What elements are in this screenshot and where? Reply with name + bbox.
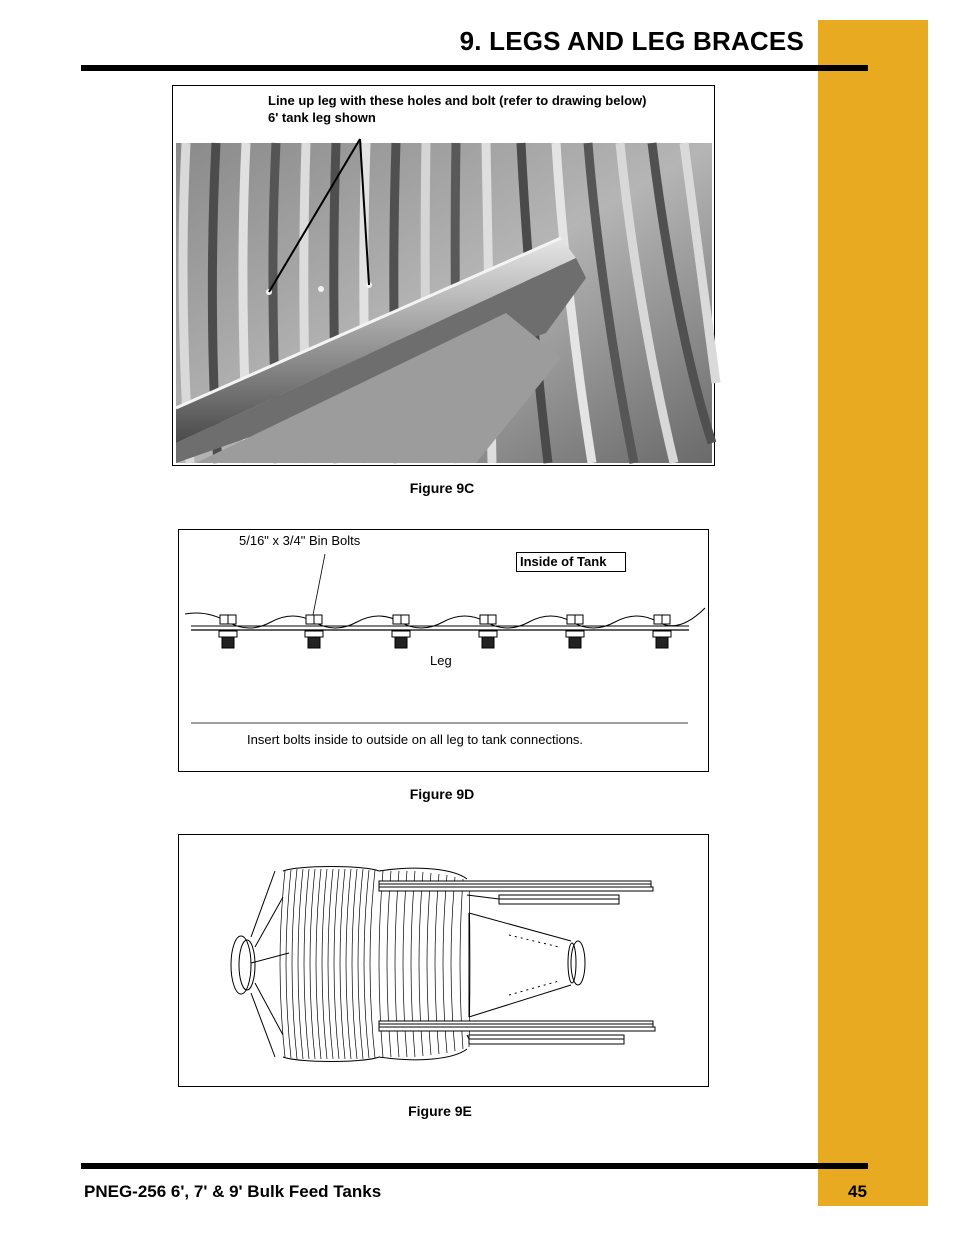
figure-9c-callout [268,92,646,126]
bolt-2 [305,615,323,648]
figure-9d-caption: Figure 9D [409,786,475,802]
bolt-5 [566,615,584,648]
bulk-tank-drawing [179,835,710,1088]
footer-rule [81,1163,868,1169]
footer-document-title: PNEG-256 6', 7' & 9' Bulk Feed Tanks [84,1182,382,1201]
insert-bolts-note: Insert bolts inside to outside on all leg to tank connections. [247,732,584,747]
header-rule [81,65,868,71]
figure-9d-frame [178,529,709,772]
leg-label: Leg [430,653,452,668]
bin-bolts-label: 5/16" x 3/4" Bin Bolts [239,533,361,548]
figure-9c-frame [172,85,715,466]
bolt-3 [392,615,410,648]
page-number: 45 [848,1182,867,1201]
figure-9e-caption: Figure 9E [408,1103,472,1119]
section-side-tab [818,20,928,1206]
figure-9c-callout-line2: 6' tank leg shown [268,110,376,125]
bolt-4 [479,615,497,648]
figure-9c-caption: Figure 9C [409,480,475,496]
section-title: 9. LEGS AND LEG BRACES [459,26,804,56]
bolt-6 [653,615,671,648]
figure-9c-callout-line1: Line up leg with these holes and bolt (refer to drawing below) [268,93,647,108]
bolt-1 [219,615,237,648]
figure-9e-frame [178,834,709,1087]
inside-of-tank-label: Inside of Tank [516,552,626,572]
figure-9c-photo [176,143,712,463]
bolt-connection-drawing [179,530,710,773]
